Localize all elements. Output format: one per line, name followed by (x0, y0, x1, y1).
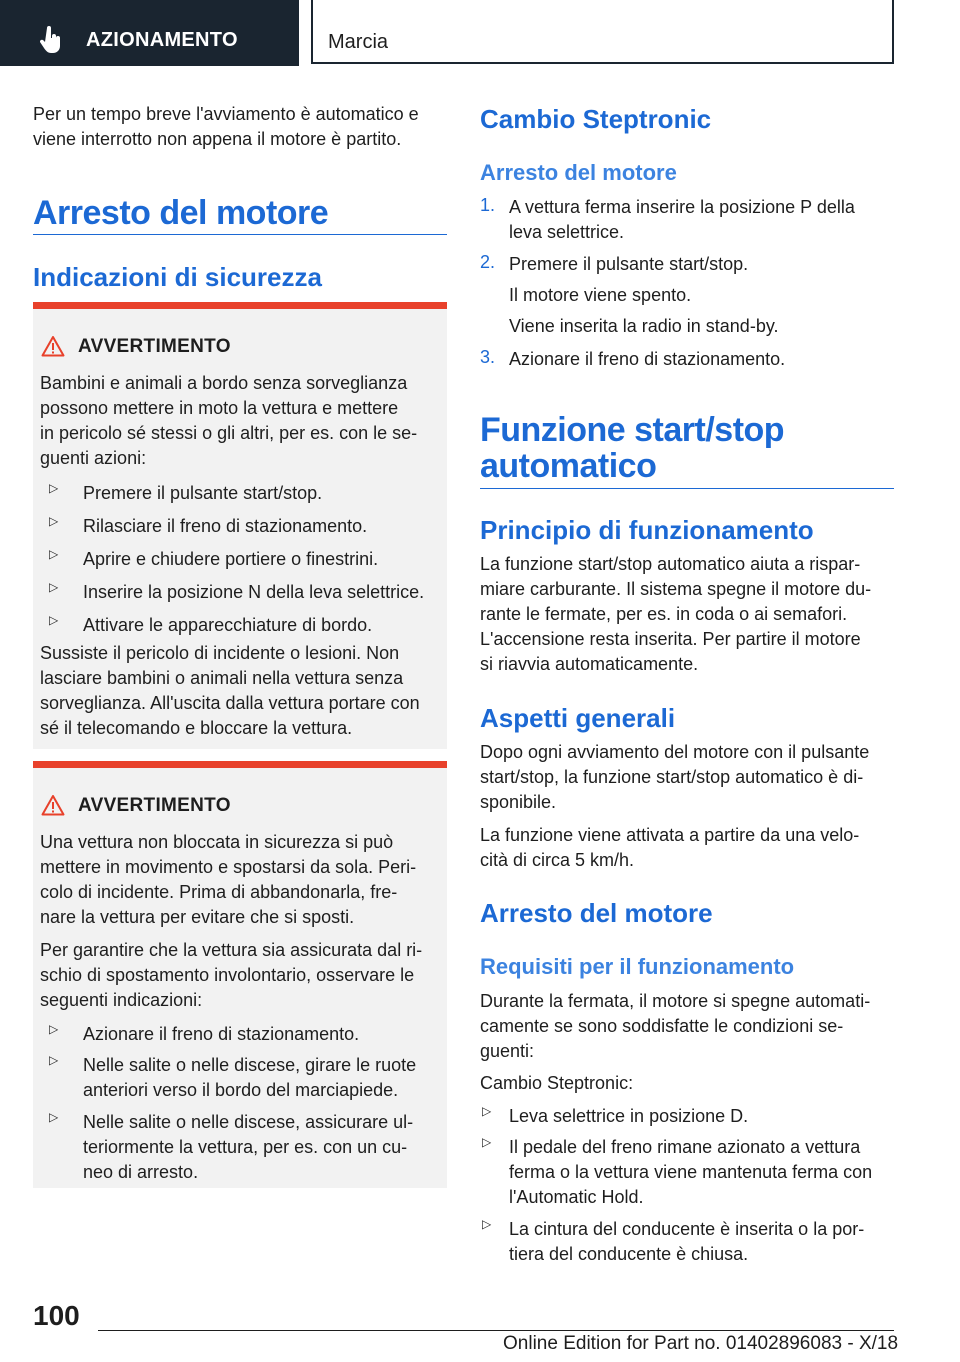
paragraph-velocita: cità di circa 5 km/h. (480, 850, 635, 870)
warning-triangle-icon (41, 335, 65, 357)
hand-pointer-icon (40, 26, 62, 54)
warning1-text: sorveglianza. All'uscita dalla vettura portare con (40, 693, 420, 713)
paragraph-requisiti: guenti: (480, 1041, 535, 1061)
paragraph-principio: si riavvia automaticamente. (480, 654, 699, 674)
header-chapter-title: Marcia (328, 31, 389, 53)
paragraph-requisiti: camente se sono soddisfatte le condizioni se- (480, 1016, 844, 1036)
warning1-text: in pericolo sé stessi o gli altri, per es. con le se- (40, 423, 418, 443)
heading-funzione-start-stop: Funzione start/stop (480, 411, 785, 449)
step-number: 3. (480, 347, 496, 367)
header-section-title: AZIONAMENTO (86, 29, 238, 51)
warning-label-2: AVVERTIMENTO (78, 795, 231, 816)
bullet-triangle-icon: ▷ (49, 1053, 59, 1067)
warning1-text: lasciare bambini o animali nella vettura senza (40, 668, 404, 688)
warning2-text: Per garantire che la vettura sia assicurata dal ri- (40, 940, 423, 960)
warning-box-2: AVVERTIMENTO Una vettura non bloccata in sicurezza si può mettere in movimento e spostarsi da sola. Peri- colo di incidente. Prima di abbandonarla, fre- nare la vettura per evitare che si sposti. Per garantire che la vettura sia assicurata dal ri- schio di spostamento involontario, osservare le seguenti indicazioni: ▷ Azionare il freno di stazionamento. ▷ Nelle salite o nelle discese, girare le ruote anteriori verso il bordo del marciapiede. ▷ Nelle salite o nelle discese, assicurare ul- teriormente la vettura, per es. con un cu- neo di arresto. (33, 761, 447, 1188)
paragraph-aspetti: start/stop, la funzione start/stop automatico è di- (480, 767, 864, 787)
heading-arresto-motore: Arresto del motore (33, 194, 329, 232)
bullet-triangle-icon: ▷ (482, 1217, 492, 1231)
warning2-text: seguenti indicazioni: (40, 990, 203, 1010)
heading-rule (33, 234, 447, 235)
paragraph-cambio: Cambio Steptronic: (480, 1073, 634, 1093)
heading-indicazioni-sicurezza: Indicazioni di sicurezza (33, 262, 322, 292)
paragraph-velocita: La funzione viene attivata a partire da una velo- (480, 825, 860, 845)
heading-arresto-motore-2: Arresto del motore (480, 898, 713, 928)
warning-label-1: AVVERTIMENTO (78, 336, 231, 357)
bullet-triangle-icon: ▷ (49, 580, 59, 594)
warning2-text: nare la vettura per evitare che si sposti. (40, 907, 355, 927)
warning2-text: mettere in movimento e spostarsi da sola. Peri- (40, 857, 417, 877)
subheading-arresto-motore: Arresto del motore (480, 160, 677, 185)
bullet-triangle-icon: ▷ (482, 1135, 492, 1149)
bullet-triangle-icon: ▷ (49, 481, 59, 495)
header-section-tab (0, 0, 299, 66)
warning2-text: schio di spostamento involontario, osservare le (40, 965, 415, 985)
bullet-triangle-icon: ▷ (49, 1110, 59, 1124)
paragraph-principio: rante le fermate, per es. in coda o ai semafori. (480, 604, 848, 624)
step-number: 1. (480, 195, 496, 215)
warning1-text: guenti azioni: (40, 448, 147, 468)
bullet-triangle-icon: ▷ (49, 547, 59, 561)
heading-aspetti-generali: Aspetti generali (480, 703, 676, 733)
heading-cambio-steptronic: Cambio Steptronic (480, 104, 712, 134)
bullet-triangle-icon: ▷ (49, 1022, 59, 1036)
warning1-text: sé il telecomando e bloccare la vettura. (40, 718, 353, 738)
page-number: 100 (33, 1300, 80, 1331)
paragraph-aspetti: sponibile. (480, 792, 557, 812)
bullet-triangle-icon: ▷ (482, 1104, 492, 1118)
warning1-text: possono mettere in moto la vettura e mettere (40, 398, 399, 418)
intro-line-2: viene interrotto non appena il motore è partito. (33, 129, 402, 149)
heading-principio-funzionamento: Principio di funzionamento (480, 515, 814, 545)
step-number: 2. (480, 252, 496, 272)
paragraph-aspetti: Dopo ogni avviamento del motore con il pulsante (480, 742, 870, 762)
paragraph-principio: L'accensione resta inserita. Per partire il motore (480, 629, 861, 649)
heading-rule (480, 488, 894, 489)
footer-edition: Online Edition for Part no. 01402896083 - X/18 (503, 1333, 899, 1354)
header-chapter-tab (311, 0, 894, 64)
warning2-text: Una vettura non bloccata in sicurezza si può (40, 832, 394, 852)
bullet-triangle-icon: ▷ (49, 613, 59, 627)
warning1-text: Bambini e animali a bordo senza sorveglianza (40, 373, 408, 393)
paragraph-requisiti: Durante la fermata, il motore si spegne automati- (480, 991, 871, 1011)
heading-funzione-start-stop-line2: automatico (480, 447, 657, 485)
warning-triangle-icon (41, 794, 65, 816)
warning1-text: Sussiste il pericolo di incidente o lesioni. Non (40, 643, 400, 663)
paragraph-principio: miare carburante. Il sistema spegne il motore du- (480, 579, 872, 599)
intro-line-1: Per un tempo breve l'avviamento è automatico e (33, 104, 419, 124)
warning2-text: colo di incidente. Prima di abbandonarla, fre- (40, 882, 398, 902)
bullet-triangle-icon: ▷ (49, 514, 59, 528)
paragraph-principio: La funzione start/stop automatico aiuta a rispar- (480, 554, 861, 574)
warning-box-1: AVVERTIMENTO Bambini e animali a bordo senza sorveglianza possono mettere in moto la vettura e mettere in pericolo sé stessi o gli altri, per es. con le se- guenti azioni: ▷ Premere il pulsante start/stop. ▷ Rilasciare il freno di stazionamento. ▷ Aprire e chiudere portiere o finestrini. ▷ Inserire la posizione N della leva selettrice. ▷ Attivare le apparecchiature di bordo. Sussiste il pericolo di incidente o lesioni. Non lasciare bambini o animali nella vettura senza sorveglianza. All'uscita dalla vettura portare con sé il telecomando e bloccare la vettura. (33, 302, 447, 749)
footer-rule (98, 1330, 894, 1331)
subheading-requisiti: Requisiti per il funzionamento (480, 954, 795, 979)
